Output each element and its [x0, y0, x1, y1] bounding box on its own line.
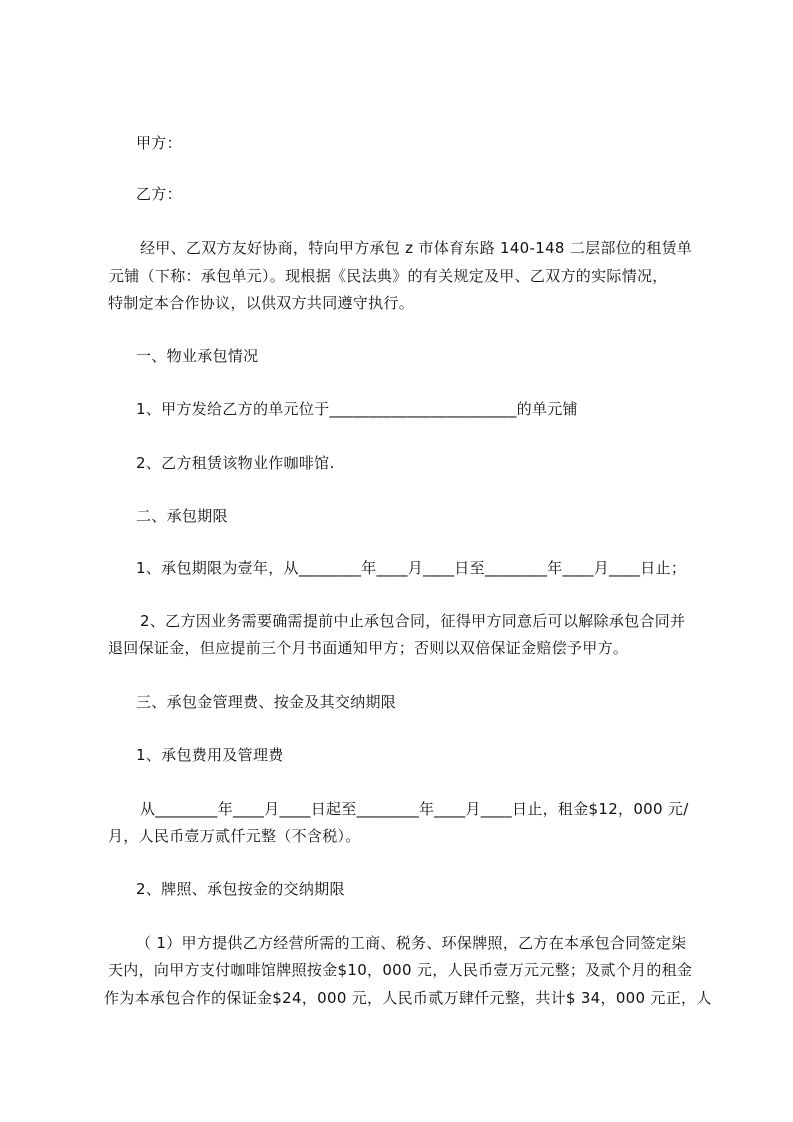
intro-line-2: 元铺（下称：承包单元）。现根据《民法典》的有关规定及甲、乙双方的实际情况， [109, 267, 668, 285]
section-2-item-1: 1、承包期限为壹年，从________年____月____日至________年____月____日止； [136, 559, 687, 577]
intro-line-1: 经甲、乙双方友好协商，特向甲方承包 z 市体育东路 140-148 二层部位的租赁单 [140, 239, 693, 257]
section-2-item-2-line-1: 2、乙方因业务需要确需提前中止承包合同，征得甲方同意后可以解除承包合同并 [140, 612, 686, 630]
section-1-title: 一、物业承包情况 [136, 347, 259, 365]
section-1-item-2: 2、乙方租赁该物业作咖啡馆. [136, 454, 335, 472]
intro-line-3: 特制定本合作协议，以供双方共同遵守执行。 [108, 294, 415, 312]
section-3-sub-2-line-1: （ 1）甲方提供乙方经营所需的工商、税务、环保牌照，乙方在本承包合同签定柒 [136, 934, 687, 952]
party-a-label: 甲方： [136, 134, 182, 152]
party-b-label: 乙方： [136, 185, 182, 203]
section-3-sub-1-title: 1、承包费用及管理费 [136, 746, 284, 764]
section-2-item-2-line-2: 退回保证金，但应提前三个月书面通知甲方；否则以双倍保证金赔偿予甲方。 [108, 639, 629, 657]
section-3-sub-2-line-2: 天内，向甲方支付咖啡馆牌照按金$10，000 元，人民币壹万元元整；及贰个月的租金 [108, 961, 693, 979]
section-3-sub-1-line-2: 月，人民币壹万贰仟元整（不含税）。 [108, 827, 361, 845]
section-1-item-1: 1、甲方发给乙方的单元位于________________________的单元铺 [136, 400, 578, 418]
section-3-sub-2-line-3: 作为本承包合作的保证金$24，000 元，人民币贰万肆仟元整，共计$ 34，000 元正，人 [104, 989, 712, 1007]
section-3-sub-2-title: 2、牌照、承包按金的交纳期限 [136, 880, 345, 898]
section-3-sub-1-line-1: 从________年____月____日起至________年____月____日止，租金$12，000 元/ [140, 800, 689, 818]
section-2-title: 二、承包期限 [136, 507, 228, 525]
section-3-title: 三、承包金管理费、按金及其交纳期限 [136, 693, 397, 711]
